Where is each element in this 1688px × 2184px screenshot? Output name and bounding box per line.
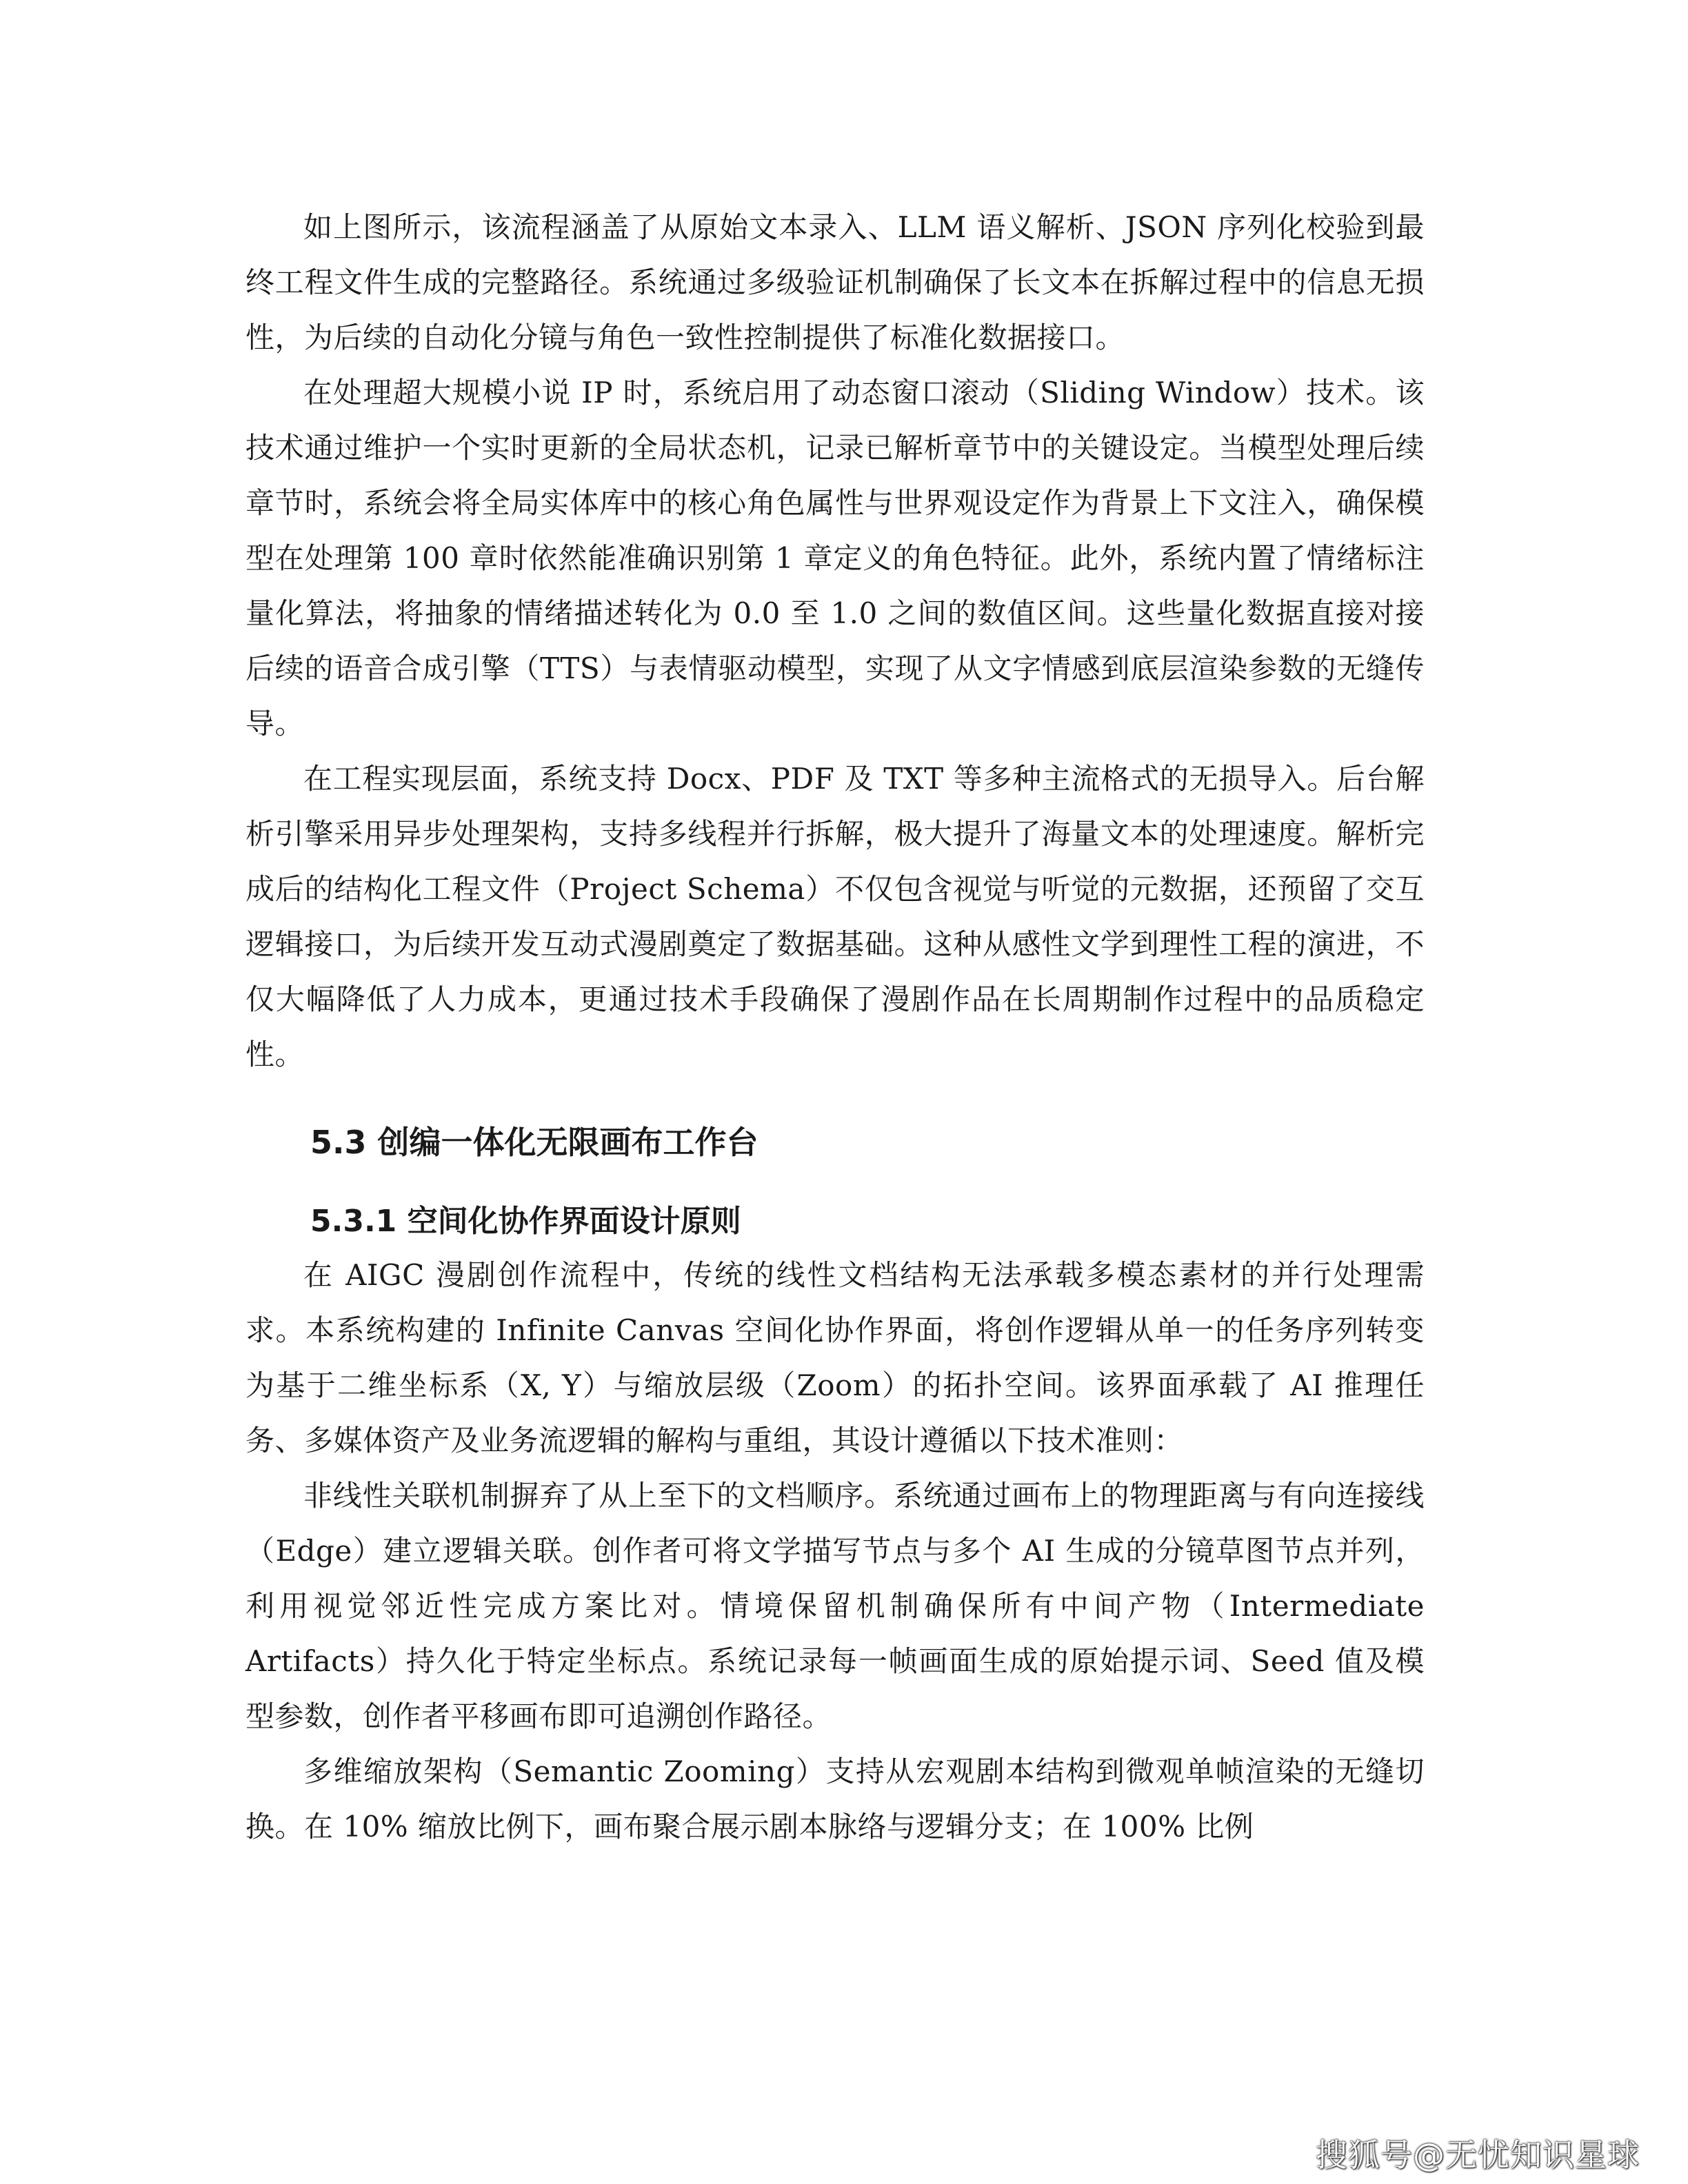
body-paragraph: 多维缩放架构（Semantic Zooming）支持从宏观剧本结构到微观单帧渲染的无缝切换。在 10% 缩放比例下，画布聚合展示剧本脉络与逻辑分支；在 100% 比例 <box>245 1755 1425 1843</box>
body-paragraph: 在 AIGC 漫剧创作流程中，传统的线性文档结构无法承载多模态素材的并行处理需求。本系统构建的 Infinite Canvas 空间化协作界面，将创作逻辑从单一的任务序列转变为基于二维坐标系（X, Y）与缩放层级（Zoom）的拓扑空间。该界面承载了 AI 推理任务、多媒体资产及业务流逻辑的解构与重组，其设计遵循以下技术准则： <box>245 1258 1425 1457</box>
section-heading: 5.3 创编一体化无限画布工作台 <box>310 1124 758 1161</box>
subsection-heading: 5.3.1 空间化协作界面设计原则 <box>310 1204 741 1239</box>
body-paragraph: 在工程实现层面，系统支持 Docx、PDF 及 TXT 等多种主流格式的无损导入。后台解析引擎采用异步处理架构，支持多线程并行拆解，极大提升了海量文本的处理速度。解析完成后的结构化工程文件（Project Schema）不仅包含视觉与听觉的元数据，还预留了交互逻辑接口，为后续开发互动式漫剧奠定了数据基础。这种从感性文学到理性工程的演进，不仅大幅降低了人力成本，更通过技术手段确保了漫剧作品在长周期制作过程中的品质稳定性。 <box>245 762 1425 1071</box>
body-paragraph: 非线性关联机制摒弃了从上至下的文档顺序。系统通过画布上的物理距离与有向连接线（Edge）建立逻辑关联。创作者可将文学描写节点与多个 AI 生成的分镜草图节点并列，利用视觉邻近性完成方案比对。情境保留机制确保所有中间产物（Intermediate Artifacts）持久化于特定坐标点。系统记录每一帧画面生成的原始提示词、Seed 值及模型参数，创作者平移画布即可追溯创作路径。 <box>245 1479 1425 1733</box>
watermark: 搜狐号@无忧知识星球 <box>1316 2136 1640 2174</box>
body-paragraph: 如上图所示，该流程涵盖了从原始文本录入、LLM 语义解析、JSON 序列化校验到最终工程文件生成的完整路径。系统通过多级验证机制确保了长文本在拆解过程中的信息无损性，为后续的自动化分镜与角色一致性控制提供了标准化数据接口。 <box>245 210 1425 354</box>
document-page <box>245 200 1425 1854</box>
body-paragraph: 在处理超大规模小说 IP 时，系统启用了动态窗口滚动（Sliding Window）技术。该技术通过维护一个实时更新的全局状态机，记录已解析章节中的关键设定。当模型处理后续章节时，系统会将全局实体库中的核心角色属性与世界观设定作为背景上下文注入，确保模型在处理第 100 章时依然能准确识别第 1 章定义的角色特征。此外，系统内置了情绪标注量化算法，将抽象的情绪描述转化为 0.0 至 1.0 之间的数值区间。这些量化数据直接对接后续的语音合成引擎（TTS）与表情驱动模型，实现了从文字情感到底层渲染参数的无缝传导。 <box>245 376 1425 740</box>
